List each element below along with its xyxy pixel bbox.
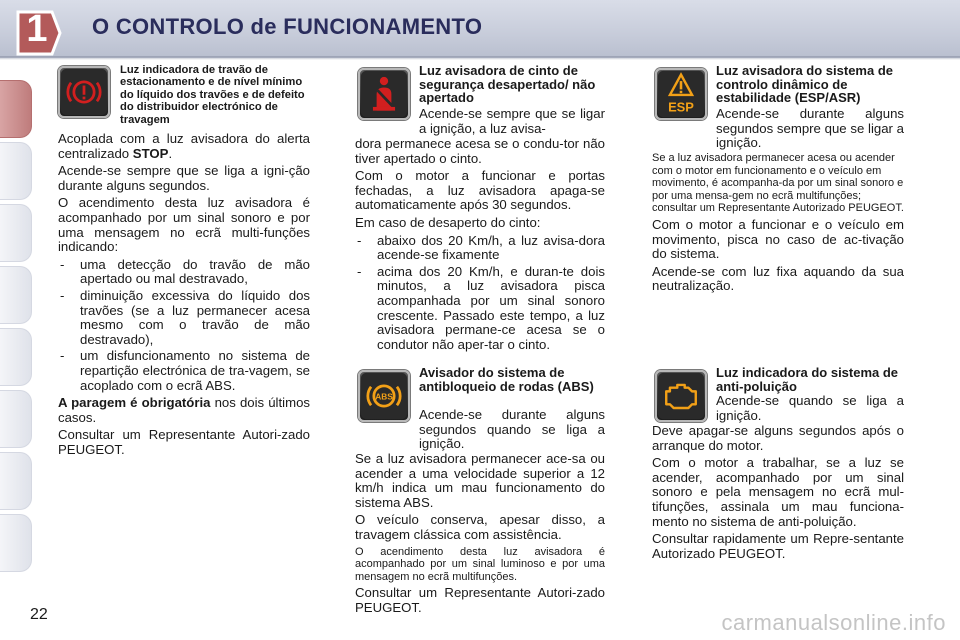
seatbelt-title: Luz avisadora de cinto de segurança desapertado/ não apertado	[419, 63, 596, 106]
abs-title: Avisador do sistema de antibloqueio de rodas (ABS)	[419, 365, 594, 394]
parking-brake-p4: A paragem é obrigatória nos dois últimos casos.	[58, 395, 310, 425]
anti-pollution-title: Luz indicadora do sistema de anti-poluição	[716, 365, 899, 394]
parking-brake-body	[58, 132, 310, 460]
esp-lead: Acende-se durante alguns segundos sempre que se ligar a ignição.	[716, 106, 904, 151]
parking-brake-p2: Acende-se sempre que se liga a igni-ção durante alguns segundos.	[58, 163, 310, 193]
esp-p4: Acende-se com luz fixa aquando da sua neutralização.	[652, 263, 904, 294]
anti-pollution-p2: Deve apagar-se alguns segundos após o arranque do motor.	[652, 423, 904, 453]
chapter-number: 1	[26, 8, 48, 50]
page-title: O CONTROLO de FUNCIONAMENTO	[92, 14, 483, 39]
side-tab-8[interactable]	[0, 514, 32, 572]
parking-brake-title: Luz indicadora de travão de estacionamento e de nível mínimo do líquido dos travões e de defeito do distribuidor electrónico de travagem	[120, 64, 305, 126]
parking-brake-warning-icon	[58, 66, 110, 118]
abs-warning-icon	[358, 370, 410, 422]
side-tab-7[interactable]	[0, 452, 32, 510]
esp-body	[652, 152, 904, 297]
parking-brake-p3: O acendimento desta luz avisadora é acompanhado por um sinal sonoro e por uma mensagem no ecrã multi-funções indicando:	[58, 195, 310, 255]
parking-brake-p5: Consultar um Representante Autori-zado PEUGEOT.	[58, 427, 310, 457]
side-tab-6[interactable]	[0, 390, 32, 448]
abs-p2: Se a luz avisadora permanecer ace-sa ou acender a uma velocidade superior a 12 km/h indica um mau funcionamento do sistema ABS.	[355, 451, 605, 510]
side-tab-2[interactable]	[0, 142, 32, 200]
seatbelt-p2: Com o motor a funcionar e portas fechadas, a luz avisadora apaga-se automaticamente após 30 segundos.	[355, 168, 605, 213]
esp-section	[652, 62, 904, 352]
esp-p2: Se a luz avisadora permanecer acesa ou acender com o motor em funcionamento e o veículo em movimento, é acompanha-da por um sinal sonoro e por uma mensa-gem no ecrã multifunções; consultar um Representante Autorizado PEUGEOT.	[652, 152, 904, 215]
seatbelt-p3: Em caso de desaperto do cinto:	[355, 214, 541, 230]
list-item: - uma detecção do travão de mão apertado ou mal destravado,	[58, 258, 310, 287]
seatbelt-warning-icon	[358, 68, 410, 120]
anti-pollution-body	[652, 424, 904, 564]
seatbelt-lead: Acende-se sempre que se ligar a ignição, a luz avisa-	[419, 106, 605, 136]
seatbelt-body	[355, 137, 605, 355]
parking-brake-list	[58, 258, 310, 393]
abs-p4: O acendimento desta luz avisadora é acompanhado por um sinal luminoso e por uma mensagem no ecrã multifunções.	[355, 545, 605, 583]
esp-warning-icon	[655, 68, 707, 120]
page-number: 22	[30, 606, 48, 623]
watermark: carmanualsonline.info	[721, 610, 946, 635]
anti-pollution-section	[652, 364, 904, 564]
seatbelt-section	[355, 62, 605, 352]
list-item: - um disfuncionamento no sistema de repartição electrónica de tra-vagem, se acoplado com o ecrã ABS.	[58, 349, 310, 393]
anti-pollution-lead: Acende-se quando se liga a ignição.	[716, 393, 904, 423]
esp-title: Luz avisadora do sistema de controlo dinâmico de estabilidade (ESP/ASR)	[716, 63, 894, 106]
parking-brake-section	[58, 62, 310, 532]
side-tab-5[interactable]	[0, 328, 32, 386]
side-tab-4[interactable]	[0, 266, 32, 324]
seatbelt-lead-cont: dora permanece acesa se o condu-tor não tiver apertado o cinto.	[355, 136, 605, 166]
abs-body	[355, 452, 605, 619]
abs-section	[355, 364, 605, 615]
list-item: - acima dos 20 Km/h, e duran-te dois minutos, a luz avisadora pisca acompanhada por um sinal sonoro crescente. Passado este tempo, a luz avisadora permane-ce acesa se o condutor não aper-tar o cinto.	[355, 265, 605, 353]
list-item: - abaixo dos 20 Km/h, a luz avisa-dora acende-se fixamente	[355, 234, 605, 263]
engine-warning-icon	[655, 370, 707, 422]
header-shadow	[0, 56, 960, 60]
side-tabs	[0, 62, 34, 582]
list-item: - diminuição excessiva do líquido dos travões (se a luz permanecer acesa mesmo com o travão de mão destravado),	[58, 289, 310, 347]
esp-p3: Com o motor a funcionar e o veículo em movimento, pisca no caso de ac-tivação do sistema.	[652, 216, 904, 262]
parking-brake-p1: Acoplada com a luz avisadora do alerta centralizado STOP.	[58, 131, 310, 161]
abs-lead: Acende-se durante alguns segundos quando se liga a ignição.	[419, 407, 605, 452]
abs-p5: Consultar um Representante Autori-zado PEUGEOT.	[355, 585, 605, 615]
esp-icon-label: ESP	[668, 99, 694, 115]
side-tab-3[interactable]	[0, 204, 32, 262]
anti-pollution-p3: Com o motor a trabalhar, se a luz se acender, acompanhado por um sinal sonoro e pela mensagem no ecrã mul-tifunções, assinala um mau funciona-mento no sistema de anti-poluição.	[652, 455, 904, 529]
anti-pollution-p4: Consultar rapidamente um Repre-sentante Autorizado PEUGEOT.	[652, 531, 904, 561]
side-tab-1[interactable]	[0, 80, 32, 138]
abs-p3: O veículo conserva, apesar disso, a travagem clássica com assistência.	[355, 512, 605, 542]
seatbelt-list	[355, 234, 605, 353]
abs-icon-label: ABS	[375, 391, 393, 402]
